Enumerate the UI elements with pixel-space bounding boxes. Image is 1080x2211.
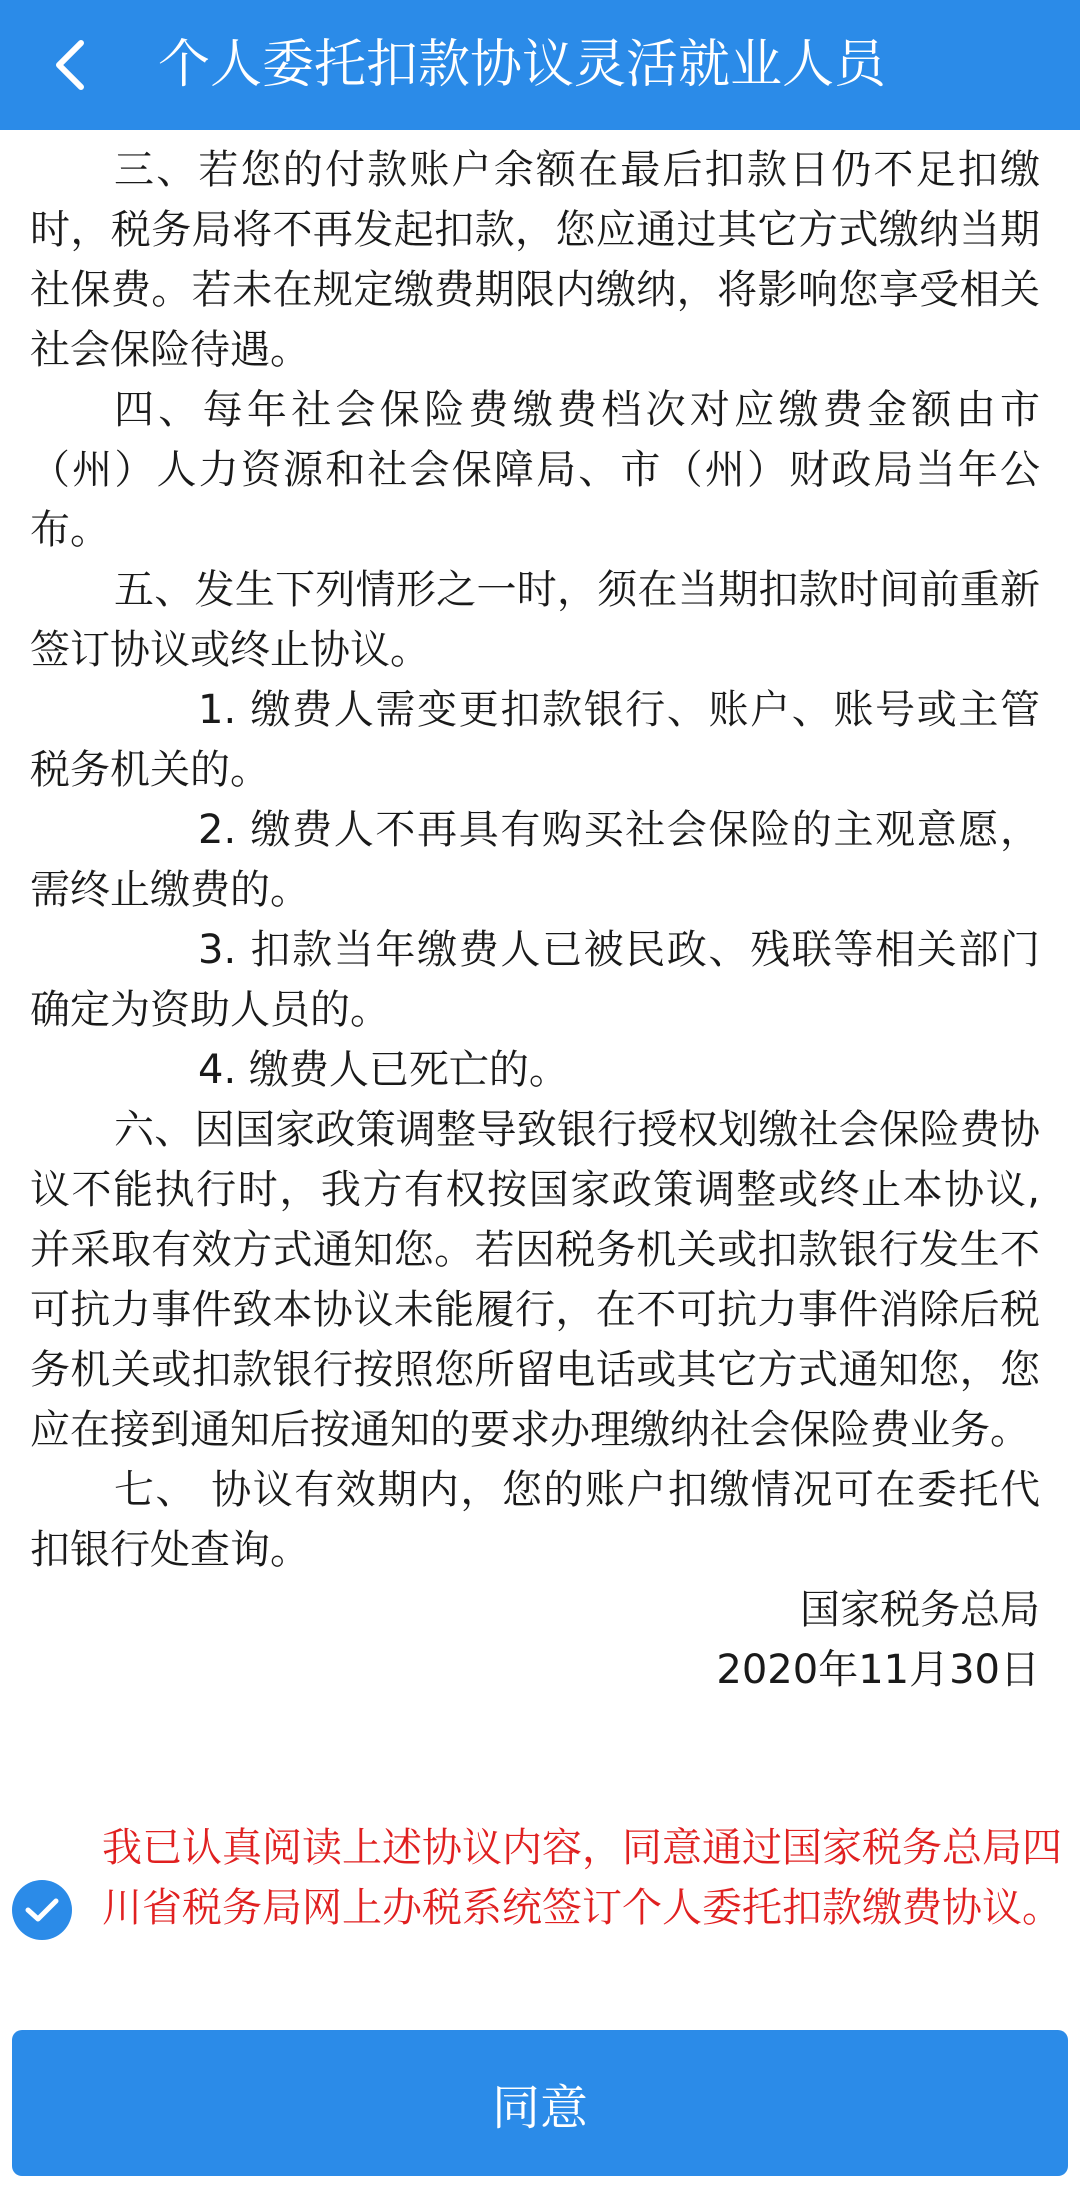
agreement-sub-item: 3. 扣款当年缴费人已被民政、残联等相关部门确定为资助人员的。 xyxy=(30,927,1040,1033)
agreement-sub-item: 4. 缴费人已死亡的。 xyxy=(198,1047,569,1093)
chevron-left-icon xyxy=(51,37,91,93)
consent-row xyxy=(0,1818,1080,1998)
app-header xyxy=(0,0,1080,130)
agreement-paragraph: 七、 协议有效期内，您的账户扣缴情况可在委托代扣银行处查询。 xyxy=(30,1467,1040,1573)
agreement-sub-item: 2. 缴费人不再具有购买社会保险的主观意愿，需终止缴费的。 xyxy=(30,807,1040,913)
page-title: 个人委托扣款协议灵活就业人员 xyxy=(158,35,887,95)
agree-button[interactable]: 同意 xyxy=(12,2030,1068,2176)
sign-date: 2020年11月30日 xyxy=(716,1647,1040,1693)
agreement-sub-item: 1. 缴费人需变更扣款银行、账户、账号或主管税务机关的。 xyxy=(30,687,1040,793)
signer: 国家税务总局 xyxy=(800,1587,1040,1633)
checkmark-icon xyxy=(24,1896,60,1924)
agreement-paragraph: 五、发生下列情形之一时，须在当期扣款时间前重新签订协议或终止协议。 xyxy=(30,567,1040,673)
agreement-paragraph: 四、每年社会保险费缴费档次对应缴费金额由市（州）人力资源和社会保障局、市（州）财政局当年公布。 xyxy=(30,387,1040,553)
agreement-body xyxy=(30,140,1040,1700)
consent-text: 我已认真阅读上述协议内容，同意通过国家税务总局四川省税务局网上办税系统签订个人委托扣款缴费协议。 xyxy=(102,1825,1062,1931)
back-button[interactable] xyxy=(36,30,106,100)
agreement-paragraph: 六、因国家政策调整导致银行授权划缴社会保险费协议不能执行时，我方有权按国家政策调整或终止本协议,并采取有效方式通知您。若因税务机关或扣款银行发生不可抗力事件致本协议未能履行，在不可抗力事件消除后税务机关或扣款银行按照您所留电话或其它方式通知您，您应在接到通知后按通知的要求办理缴纳社会保险费业务。 xyxy=(30,1107,1040,1453)
consent-checkbox[interactable] xyxy=(12,1880,72,1940)
agreement-paragraph: 三、若您的付款账户余额在最后扣款日仍不足扣缴时，税务局将不再发起扣款，您应通过其它方式缴纳当期社保费。若未在规定缴费期限内缴纳，将影响您享受相关社会保险待遇。 xyxy=(30,147,1040,373)
